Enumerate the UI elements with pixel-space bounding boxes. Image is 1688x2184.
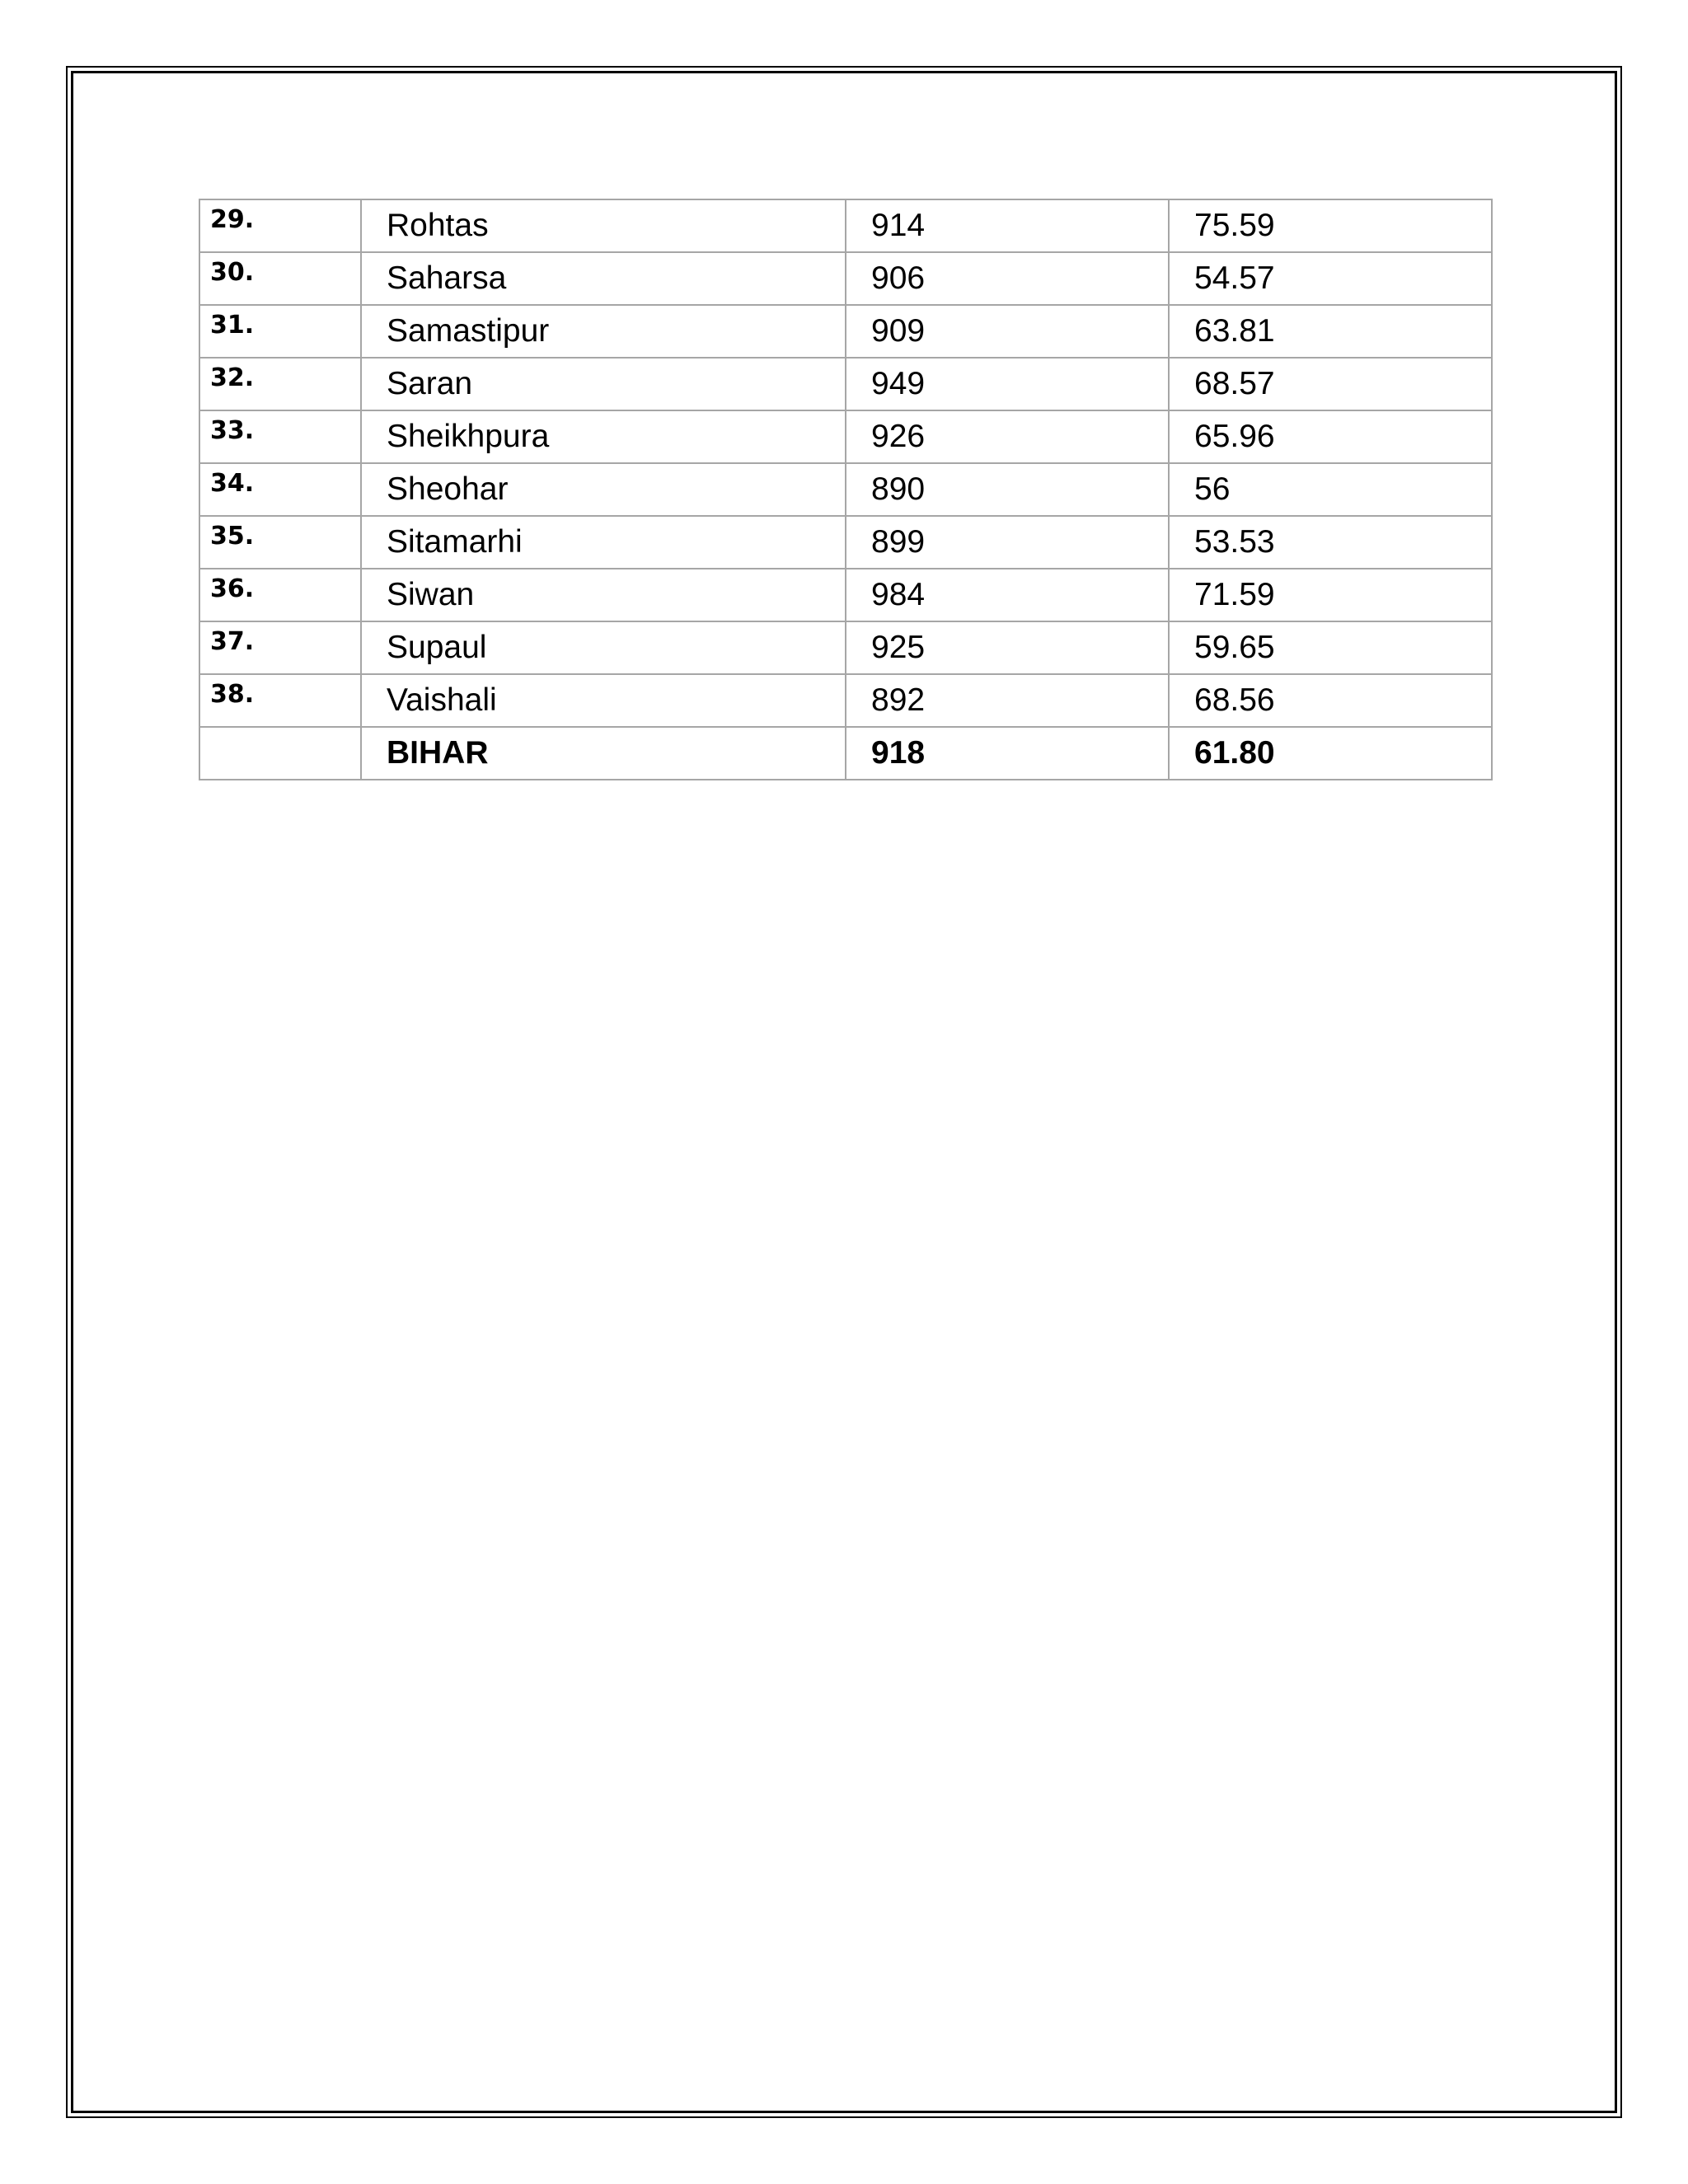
serial-number-cell: 38.	[199, 674, 361, 727]
district-name-cell: Vaishali	[361, 674, 846, 727]
value-cell: 906	[846, 252, 1169, 305]
serial-number-cell	[199, 727, 361, 780]
table-row	[199, 305, 1492, 358]
district-name-cell: Samastipur	[361, 305, 846, 358]
serial-number-cell: 36.	[199, 569, 361, 621]
value-cell: 53.53	[1169, 516, 1492, 569]
table-row	[199, 569, 1492, 621]
district-name-cell: Saran	[361, 358, 846, 410]
value-cell: 925	[846, 621, 1169, 674]
table-row	[199, 199, 1492, 252]
serial-number-cell: 33.	[199, 410, 361, 463]
value-cell: 75.59	[1169, 199, 1492, 252]
total-row	[199, 727, 1492, 780]
table-row	[199, 463, 1492, 516]
value-cell: 949	[846, 358, 1169, 410]
value-cell: 899	[846, 516, 1169, 569]
serial-number-cell: 31.	[199, 305, 361, 358]
value-cell: 63.81	[1169, 305, 1492, 358]
district-name-cell: Siwan	[361, 569, 846, 621]
district-name-cell: Rohtas	[361, 199, 846, 252]
serial-number-cell: 32.	[199, 358, 361, 410]
district-data-table	[199, 199, 1493, 780]
table-row	[199, 621, 1492, 674]
state-name-cell: BIHAR	[361, 727, 846, 780]
value-cell: 65.96	[1169, 410, 1492, 463]
serial-number-cell: 37.	[199, 621, 361, 674]
district-name-cell: Saharsa	[361, 252, 846, 305]
table-row	[199, 410, 1492, 463]
total-value-cell: 61.80	[1169, 727, 1492, 780]
serial-number-cell: 29.	[199, 199, 361, 252]
value-cell: 68.56	[1169, 674, 1492, 727]
value-cell: 892	[846, 674, 1169, 727]
district-name-cell: Sheohar	[361, 463, 846, 516]
value-cell: 54.57	[1169, 252, 1492, 305]
value-cell: 984	[846, 569, 1169, 621]
value-cell: 926	[846, 410, 1169, 463]
value-cell: 59.65	[1169, 621, 1492, 674]
table-row	[199, 516, 1492, 569]
total-value-cell: 918	[846, 727, 1169, 780]
table-row	[199, 252, 1492, 305]
value-cell: 68.57	[1169, 358, 1492, 410]
serial-number-cell: 30.	[199, 252, 361, 305]
value-cell: 909	[846, 305, 1169, 358]
value-cell: 914	[846, 199, 1169, 252]
table-row	[199, 358, 1492, 410]
value-cell: 56	[1169, 463, 1492, 516]
district-name-cell: Supaul	[361, 621, 846, 674]
district-name-cell: Sitamarhi	[361, 516, 846, 569]
table-row	[199, 674, 1492, 727]
serial-number-cell: 34.	[199, 463, 361, 516]
serial-number-cell: 35.	[199, 516, 361, 569]
value-cell: 71.59	[1169, 569, 1492, 621]
district-name-cell: Sheikhpura	[361, 410, 846, 463]
value-cell: 890	[846, 463, 1169, 516]
